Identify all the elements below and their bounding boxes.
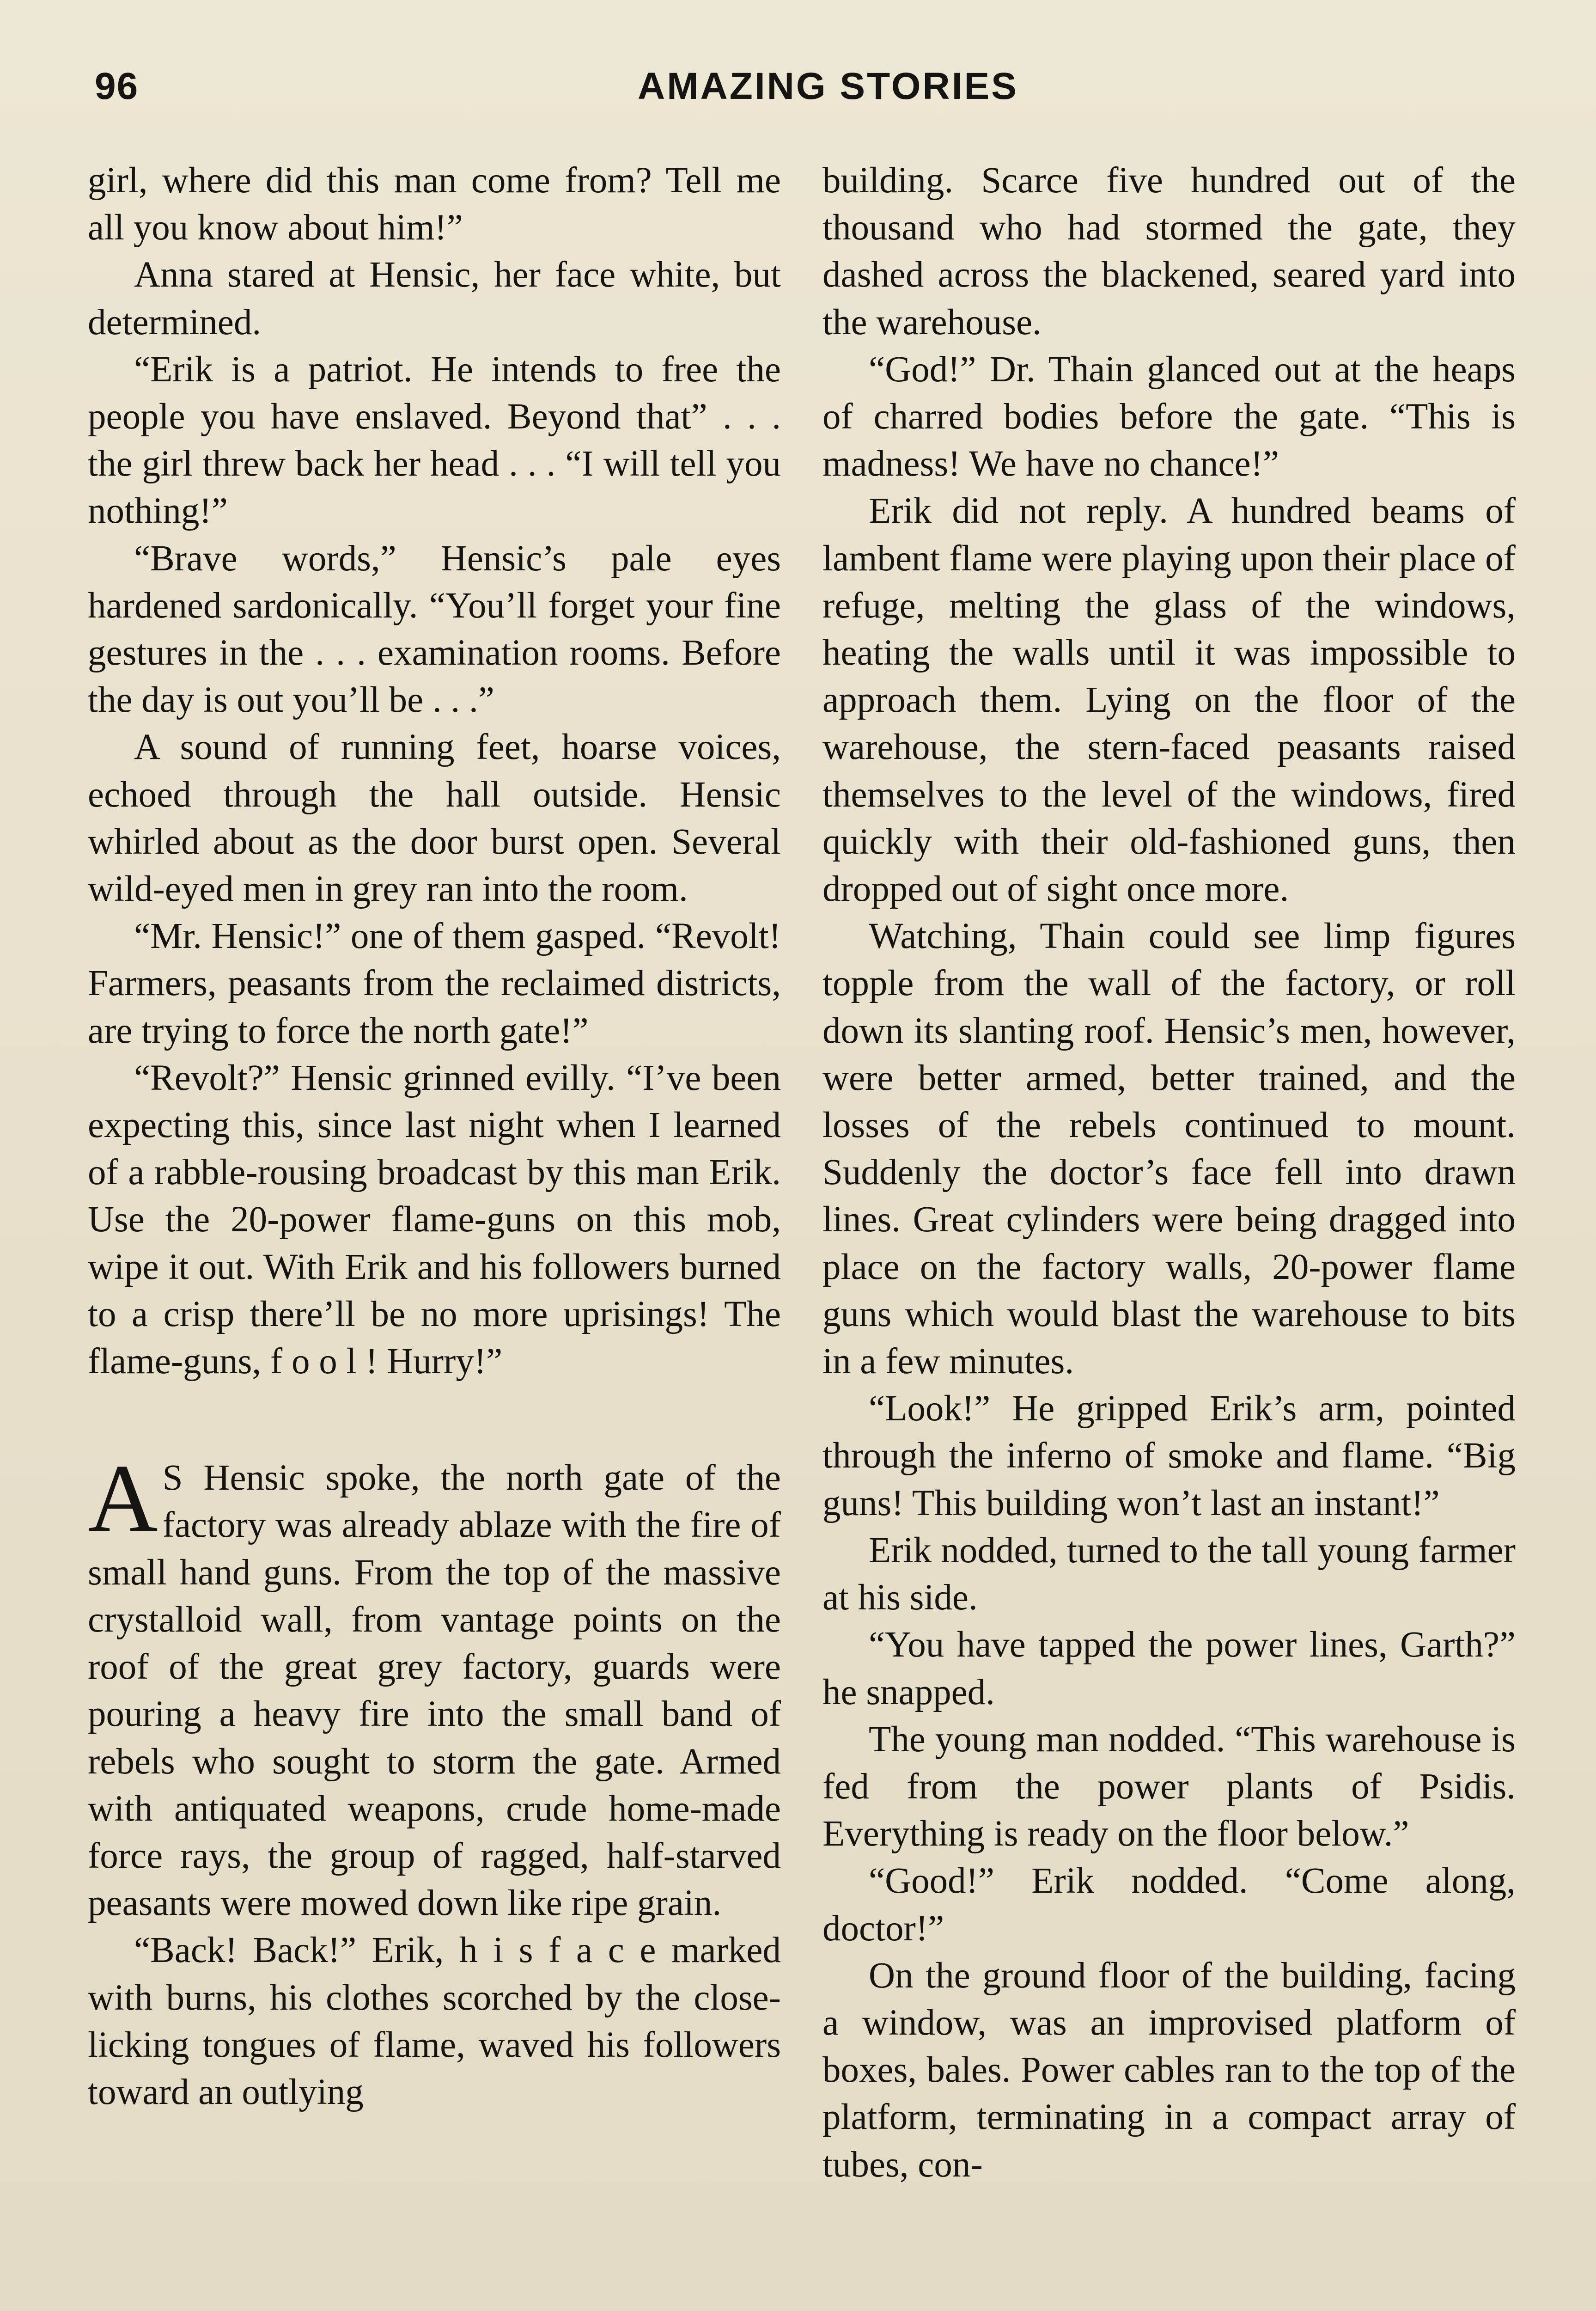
paragraph: Anna stared at Hensic, her face white, but determined. (88, 255, 781, 342)
paragraph: “You have tapped the power lines, Garth?” he snapped. (822, 1625, 1516, 1712)
paragraph: “Mr. Hensic!” one of them gasped. “Revolt! Farmers, peasants from the reclaimed districts, are trying to force the north gate!” (88, 916, 781, 1051)
paragraph: “Erik is a patriot. He intends to free the people you have enslaved. Beyond that” . . . the girl threw back her head . . . “I will tell you nothing!” (88, 349, 781, 532)
paragraph: Erik nodded, turned to the tall young farmer at his side. (822, 1530, 1516, 1618)
paragraph: “Brave words,” Hensic’s pale eyes hardened sardonically. “You’ll forget your fine gestures in the . . . examination rooms. Before the day is out you’ll be . . .” (88, 538, 781, 721)
paragraph: “Revolt?” Hensic grinned evilly. “I’ve been expecting this, since last night when I learned of a rabble-rousing broadcast by this man Erik. Use the 20-power flame-guns on this mob, wipe it out. With Erik and his followers burned to a crisp there’ll be no more uprisings! The flame-guns, f o o l ! Hurry!” (88, 1058, 781, 1382)
drop-cap: A (88, 1445, 158, 1553)
left-column (88, 157, 781, 2116)
paragraph: Erik did not reply. A hundred beams of lambent flame were playing upon their place of refuge, melting the glass of the windows, heating the walls until it was impossible to approach them. Lying on the floor of the warehouse, the stern-faced peasants raised themselves to the level of the windows, fired quickly with their old-fashioned guns, then dropped out of sight once more. (822, 491, 1516, 910)
paragraph: Watching, Thain could see limp figures topple from the wall of the factory, or roll down its slanting roof. Hensic’s men, however, were better armed, better trained, and the losses of the rebels continued to mount. Suddenly the doctor’s face fell into drawn lines. Great cylinders were being dragged into place on the factory walls, 20-power flame guns which would blast the warehouse to bits in a few minutes. (822, 916, 1516, 1382)
paragraph: girl, where did this man come from? Tell me all you know about him!” (88, 160, 781, 248)
right-column (822, 157, 1516, 2189)
page-number: 96 (95, 65, 139, 107)
paragraph: On the ground floor of the building, facing a window, was an improvised platform of boxes, bales. Power cables ran to the top of the platform, terminating in a compact array of tubes, con- (822, 1955, 1516, 2185)
paragraph: “Back! Back!” Erik, h i s f a c e marked with burns, his clothes scorched by the close-licking tongues of flame, waved his followers toward an outlying (88, 1930, 781, 2112)
paragraph: building. Scarce five hundred out of the thousand who had stormed the gate, they dashed across the blackened, seared yard into the warehouse. (822, 160, 1516, 342)
paragraph-text: S Hensic spoke, the north gate of the factory was already ablaze with the fire of small hand guns. From the top of the massive crystalloid wall, from vantage points on the roof of the great grey factory, guards were pouring a heavy fire into the small band of rebels who sought to storm the gate. Armed with antiquated weapons, crude home-made force rays, the group of ragged, half-starved peasants were mowed down like ripe grain. (88, 1458, 781, 1924)
paragraph: The young man nodded. “This warehouse is fed from the power plants of Psidis. Everything is ready on the floor below.” (822, 1719, 1516, 1854)
running-title: AMAZING STORIES (638, 65, 1018, 107)
paragraph: “Look!” He gripped Erik’s arm, pointed through the inferno of smoke and flame. “Big guns! This building won’t last an instant!” (822, 1388, 1516, 1523)
paragraph: “God!” Dr. Thain glanced out at the heaps of charred bodies before the gate. “This is madness! We have no chance!” (822, 349, 1516, 484)
section-opening-paragraph (88, 1445, 781, 1927)
page-header (0, 65, 1596, 116)
paragraph: “Good!” Erik nodded. “Come along, doctor!” (822, 1861, 1516, 1949)
paragraph: A sound of running feet, hoarse voices, echoed through the hall outside. Hensic whirled about as the door burst open. Several wild-eyed men in grey ran into the room. (88, 727, 781, 910)
